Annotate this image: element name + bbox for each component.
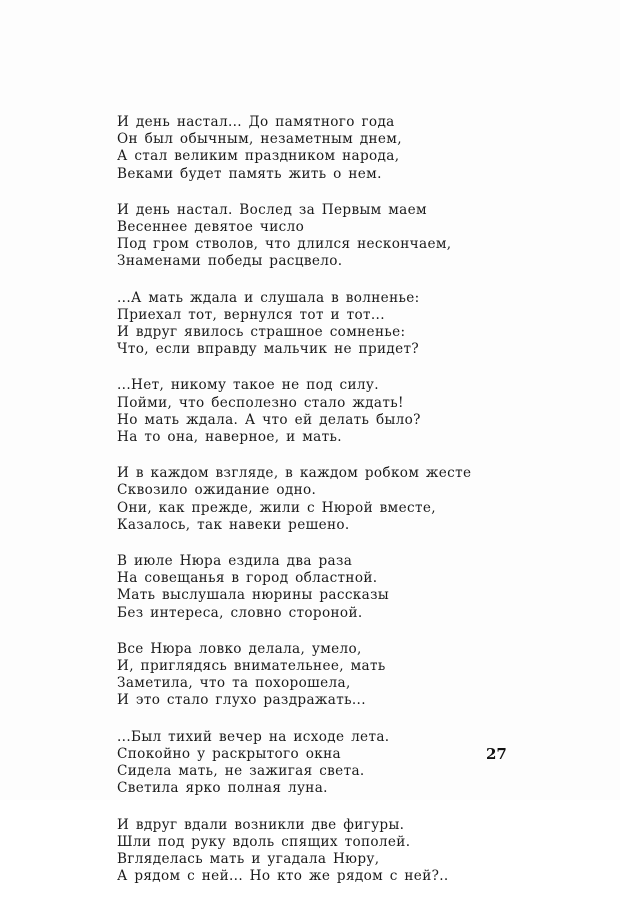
verse-line: Он был обычным, незаметным днем, (117, 131, 402, 148)
stanza (117, 114, 537, 183)
verse-line: Светила ярко полная луна. (117, 780, 328, 797)
verse-line: Приехал тот, вернулся тот и тот... (117, 306, 385, 323)
verse-line: Заметила, что та похорошела, (117, 675, 351, 692)
verse-line: И это стало глухо раздражать... (117, 692, 366, 709)
verse-line: В июле Нюра ездила два раза (117, 553, 353, 570)
stanza (117, 729, 537, 798)
verse-line: Пойми, что бесполезно стало ждать! (117, 394, 404, 411)
verse-line: И, приглядясь внимательнее, мать (117, 658, 386, 675)
stanza (117, 202, 537, 271)
verse-line: Без интереса, словно стороной. (117, 604, 363, 621)
stanza (117, 553, 537, 622)
verse-line: На совещанья в город областной. (117, 570, 378, 587)
verse-line: ...Нет, никому такое не под силу. (117, 377, 379, 394)
verse-line: И вдруг вдали возникли две фигуры. (117, 816, 405, 833)
verse-line: Знаменами победы расцвело. (117, 253, 343, 270)
verse-line: Спокойно у раскрытого окна (117, 745, 341, 762)
page-number: 27 (486, 745, 507, 763)
verse-line: И вдруг явилось страшное сомненье: (117, 324, 406, 341)
verse-line: И день настал. Вослед за Первым маем (117, 201, 427, 218)
verse-line: Сидела мать, не зажигая света. (117, 763, 365, 780)
verse-line: И в каждом взгляде, в каждом робком жесте (117, 465, 472, 482)
verse-line: Все Нюра ловко делала, умело, (117, 640, 362, 657)
verse-line: На то она, наверное, и мать. (117, 429, 342, 446)
verse-line: А рядом с ней... Но кто же рядом с ней?.. (117, 868, 449, 885)
verse-line: Весеннее девятое число (117, 219, 305, 236)
verse-line: Казалось, так навеки решено. (117, 516, 350, 533)
verse-line: Шли под руку вдоль спящих тополей. (117, 833, 411, 850)
verse-line: Но мать ждала. А что ей делать было? (117, 411, 421, 428)
stanza (117, 465, 537, 534)
verse-line: Мать выслушала нюрины рассказы (117, 587, 390, 604)
stanza (117, 641, 537, 710)
poem-text (117, 114, 537, 904)
stanza (117, 377, 537, 446)
verse-line: ...Был тихий вечер на исходе лета. (117, 728, 390, 745)
stanza (117, 290, 537, 359)
verse-line: Веками будет память жить о нем. (117, 165, 382, 182)
verse-line: А стал великим праздником народа, (117, 148, 400, 165)
verse-line: Под гром стволов, что длился нескончаем, (117, 236, 452, 253)
verse-line: ...А мать ждала и слушала в волненье: (117, 289, 420, 306)
verse-line: Сквозило ожидание одно. (117, 482, 317, 499)
verse-line: Что, если вправду мальчик не придет? (117, 341, 420, 358)
verse-line: Вгляделась мать и угадала Нюру, (117, 850, 380, 867)
stanza (117, 817, 537, 886)
verse-line: И день настал... До памятного года (117, 114, 395, 130)
verse-line: Они, как прежде, жили с Нюрой вместе, (117, 499, 436, 516)
